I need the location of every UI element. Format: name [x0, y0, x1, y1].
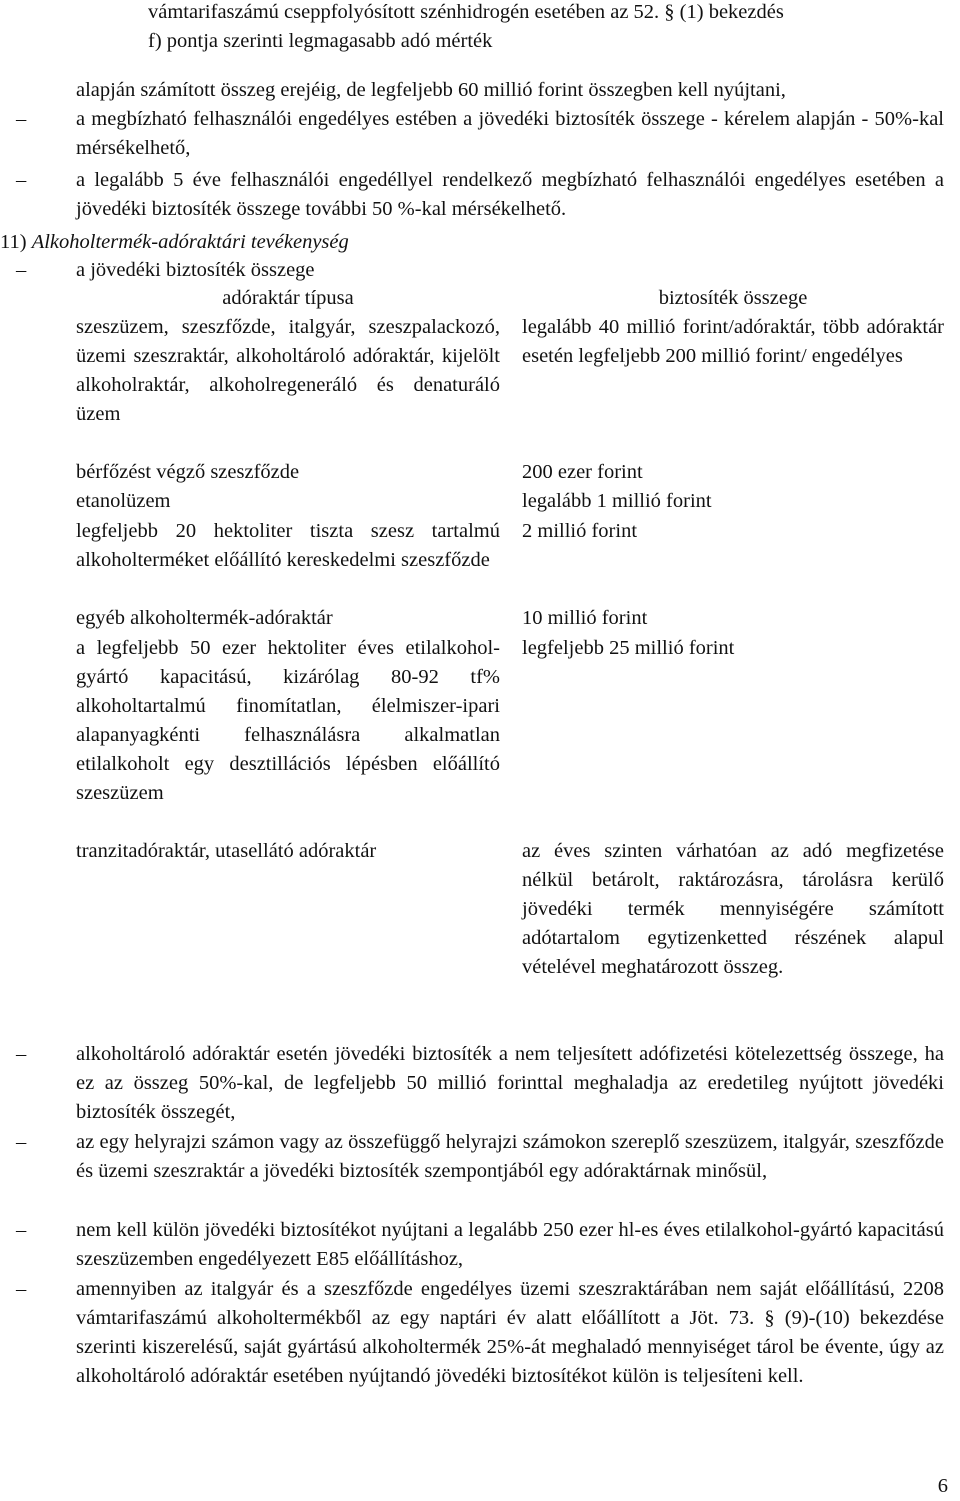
- section-title: Alkoholtermék-adóraktári tevékenység: [31, 231, 349, 253]
- section-heading: [0, 228, 349, 257]
- list-item-text: az egy helyrajzi számon vagy az összefüggő helyrajzi számokon szereplő szeszüzem, italgyár, szeszfőzde és üzemi szeszraktár a jövedéki biztosíték szempontjából egy adóraktárnak minősül,: [76, 1131, 944, 1182]
- list-item-text: a megbízható felhasználói engedélyes estében a jövedéki biztosíték összege - kérelem alapján - 50%-kal mérsékelhető,: [76, 108, 944, 159]
- list-item: [16, 1040, 944, 1127]
- intro-line-3: alapján számított összeg erejéig, de legfeljebb 60 millió forint összegben kell nyújtani,: [76, 79, 786, 101]
- table-cell-type: szeszüzem, szeszfőzde, italgyár, szeszpalackozó, üzemi szeszraktár, alkoholtároló adóraktár, kijelölt alkoholraktár, alkoholregeneráló és denaturáló üzem: [76, 316, 500, 425]
- list-item: [16, 1275, 944, 1391]
- list-item: [16, 105, 944, 163]
- table-cell-amount: legfeljebb 25 millió forint: [522, 637, 735, 659]
- section-number: 11): [0, 231, 27, 253]
- table-cell-amount: az éves szinten várhatóan az adó megfizetése nélkül betárolt, raktározásra, tárolásra kerülő jövedéki termék mennyiségére számított adótartalom egytizenketted részének alapul vételével meghatározott összeg.: [522, 840, 944, 978]
- dash-bullet: –: [16, 1131, 27, 1153]
- dash-bullet: –: [16, 259, 27, 281]
- list-item-text: a jövedéki biztosíték összege: [76, 259, 315, 281]
- table-cell-amount: 200 ezer forint: [522, 461, 643, 483]
- table-cell-amount: legalább 1 millió forint: [522, 490, 712, 512]
- table-cell-type: a legfeljebb 50 ezer hektoliter éves etilalkohol-gyártó kapacitású, kizárólag 80-92 tf% alkoholtartalmú finomítatlan, élelmiszer-ipari alapanyagkénti felhasználásra alkalmatlan etilalkoholt egy desztillációs lépésben előállító szeszüzem: [76, 637, 500, 804]
- list-item-text: a legalább 5 éve felhasználói engedéllyel rendelkező megbízható felhasználói engedélyes esetében a jövedéki biztosíték összege további 50 %-kal mérsékelhető.: [76, 169, 944, 220]
- table-header-amount: biztosíték összege: [658, 287, 808, 309]
- intro-line-1: vámtarifaszámú cseppfolyósított szénhidrogén esetében az 52. § (1) bekezdés: [148, 1, 784, 23]
- dash-bullet: –: [16, 1278, 27, 1300]
- table-header-type: adóraktár típusa: [222, 287, 354, 309]
- list-item-text: nem kell külön jövedéki biztosítékot nyújtani a legalább 250 ezer hl-es éves etilalkohol-gyártó kapacitású szeszüzemben engedélyezett E85 előállításhoz,: [76, 1219, 944, 1270]
- intro-line-2: f) pontja szerinti legmagasabb adó mérték: [148, 30, 493, 52]
- list-item: [16, 256, 944, 285]
- table-cell-type: egyéb alkoholtermék-adóraktár: [76, 607, 333, 629]
- dash-bullet: –: [16, 1219, 27, 1241]
- dash-bullet: –: [16, 1043, 27, 1065]
- table-cell-amount: 10 millió forint: [522, 607, 648, 629]
- page-number: 6: [937, 1475, 948, 1497]
- list-item-text: alkoholtároló adóraktár esetén jövedéki biztosíték a nem teljesített adófizetési kötelezettség összege, ha ez az összeg 50%-kal, de legfeljebb 50 millió forinttal meghaladja az eredetileg nyújtott jövedéki biztosíték összegét,: [76, 1043, 944, 1123]
- table-cell-amount: 2 millió forint: [522, 520, 638, 542]
- table-cell-type: bérfőzést végző szeszfőzde: [76, 461, 300, 483]
- table-cell-type: tranzitadóraktár, utasellátó adóraktár: [76, 840, 377, 862]
- list-item: [16, 1128, 944, 1186]
- table-cell-amount: legalább 40 millió forint/adóraktár, több adóraktár esetén legfeljebb 200 millió forint/ engedélyes: [522, 316, 944, 367]
- dash-bullet: –: [16, 169, 27, 191]
- dash-bullet: –: [16, 108, 27, 130]
- list-item: [16, 1216, 944, 1274]
- table-cell-type: legfeljebb 20 hektoliter tiszta szesz tartalmú alkoholterméket előállító kereskedelmi szeszfőzde: [76, 520, 500, 571]
- list-item-text: amennyiben az italgyár és a szeszfőzde engedélyes üzemi szeszraktárában nem saját előállítású, 2208 vámtarifaszámú alkoholtermékből az egy naptári év alatt előállított a Jöt. 73. § (9)-(10) bekezdése szerinti kiszerelésű, saját gyártású alkoholtermék 25%-át meghaladó mennyiséget tárol be évente, úgy az alkoholtároló adóraktár esetében nyújtandó jövedéki biztosítékot külön is teljesíteni kell.: [76, 1278, 944, 1387]
- table-cell-type: etanolüzem: [76, 490, 171, 512]
- list-item: [16, 166, 944, 224]
